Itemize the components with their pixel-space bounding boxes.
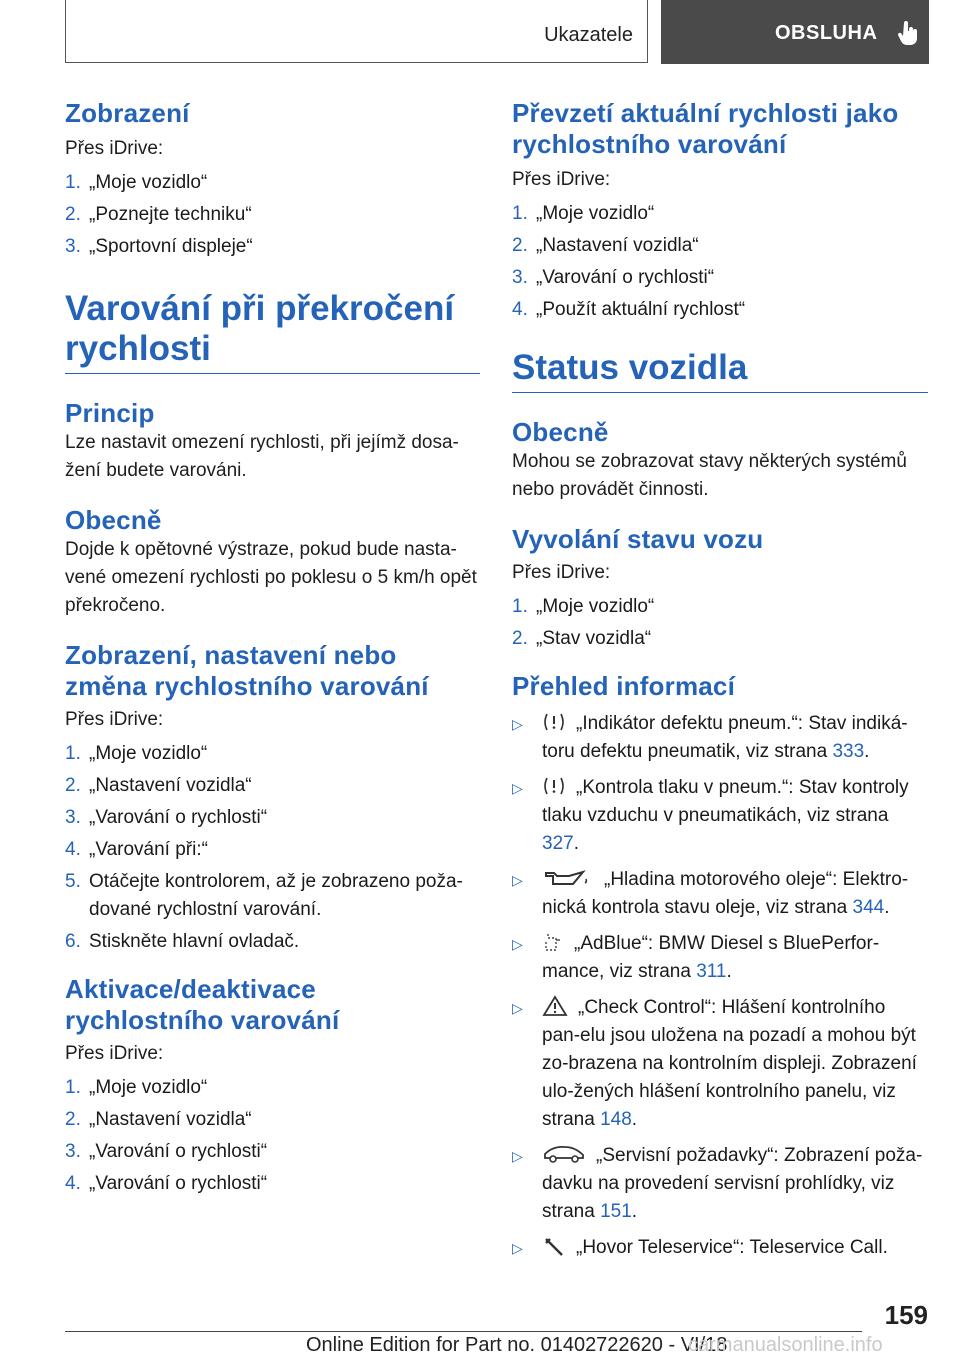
page-number: 159 bbox=[884, 1300, 928, 1330]
list-item: 5. Otáčejte kontrolorem, až je zobrazeno poža-dované rychlostní varování. bbox=[65, 871, 463, 920]
tire-pressure-icon bbox=[542, 775, 566, 797]
section-intro: Přes iDrive: bbox=[65, 709, 164, 730]
list-item: ▷ „Indikátor defektu pneum.“: Stav indiká-toru defektu pneumatik, viz strana 333. bbox=[512, 713, 908, 762]
chapter-heading: Varování při překročení rychlosti bbox=[65, 289, 480, 374]
section-heading: Zobrazení bbox=[65, 98, 190, 128]
list-item: 4. „Použít aktuální rychlost“ bbox=[512, 299, 746, 320]
step-list bbox=[65, 169, 480, 261]
list-item: ▷ „Hladina motorového oleje“: Elektro-nická kontrola stavu oleje, viz strana 344. bbox=[512, 869, 909, 918]
list-item: ▷ „Hovor Teleservice“: Teleservice Call. bbox=[512, 1237, 888, 1258]
list-item: 2. „Nastavení vozidla“ bbox=[65, 1109, 252, 1130]
page-link[interactable]: 148 bbox=[600, 1109, 632, 1130]
section-intro: Přes iDrive: bbox=[65, 138, 164, 159]
list-item: 1. „Moje vozidlo“ bbox=[65, 172, 208, 193]
section-intro: Přes iDrive: bbox=[512, 169, 611, 190]
list-item: ▷ „AdBlue“: BMW Diesel s BluePerfor-mance, viz strana 311. bbox=[512, 933, 880, 982]
list-item: ▷ „Check Control“: Hlášení kontrolního pan-elu jsou uložena na pozadí a mohou být zo-brazena na kontrolním displeji. Zobrazení ulo-žených hlášení kontrolního panelu, viz strana 148. bbox=[512, 997, 917, 1130]
section-heading: Převzetí aktuální rychlosti jako rychlostního varování bbox=[512, 98, 899, 159]
section-heading: Vyvolání stavu vozu bbox=[512, 524, 764, 554]
list-item: 2. „Nastavení vozidla“ bbox=[512, 235, 699, 256]
page-link[interactable]: 311 bbox=[696, 961, 727, 982]
list-item: 6. Stiskněte hlavní ovladač. bbox=[65, 931, 300, 952]
list-item: 3. „Varování o rychlosti“ bbox=[65, 807, 268, 828]
warning-triangle-icon bbox=[542, 995, 568, 1017]
tire-defect-icon bbox=[542, 711, 566, 733]
list-item: 2. „Stav vozidla“ bbox=[512, 628, 652, 649]
section-heading: Aktivace/deaktivace rychlostního varování bbox=[65, 974, 340, 1035]
list-item: 3. „Sportovní displeje“ bbox=[65, 236, 253, 257]
watermark: carmanualsonline.info bbox=[688, 1334, 883, 1356]
section-heading: Princip bbox=[65, 398, 155, 428]
page-header bbox=[65, 0, 929, 64]
edition-text: Online Edition for Part no. 01402722620 - VI/18 bbox=[306, 1334, 728, 1356]
page-link[interactable]: 333 bbox=[832, 741, 865, 762]
list-item: 1. „Moje vozidlo“ bbox=[65, 743, 208, 764]
list-item: ▷ „Kontrola tlaku v pneum.“: Stav kontroly tlaku vzduchu v pneumatikách, viz strana 327. bbox=[512, 777, 909, 854]
service-car-icon bbox=[542, 1143, 586, 1165]
chapter-heading: Status vozidla bbox=[512, 348, 928, 393]
list-item: 4. „Varování o rychlosti“ bbox=[65, 1173, 268, 1194]
section-heading: Obecně bbox=[512, 417, 609, 447]
section-heading: Obecně bbox=[65, 505, 162, 535]
paragraph: Dojde k opětovné výstraze, pokud bude nasta-vené omezení rychlosti po poklesu o 5 km/h opět překročeno. bbox=[65, 539, 477, 616]
list-item: 1. „Moje vozidlo“ bbox=[512, 596, 655, 617]
list-item: 1. „Moje vozidlo“ bbox=[65, 1077, 208, 1098]
section-heading: Přehled informací bbox=[512, 671, 736, 701]
left-column bbox=[65, 98, 480, 1202]
page-link[interactable]: 344 bbox=[852, 897, 885, 918]
footer-divider bbox=[65, 1331, 862, 1332]
hand-pointer-icon bbox=[897, 20, 919, 46]
list-item: 3. „Varování o rychlosti“ bbox=[512, 267, 715, 288]
chapter-tab bbox=[661, 0, 929, 64]
section-intro: Přes iDrive: bbox=[512, 562, 611, 583]
oil-can-icon bbox=[542, 867, 594, 889]
list-item: 1. „Moje vozidlo“ bbox=[512, 203, 655, 224]
right-column bbox=[512, 98, 928, 1270]
chapter-tab-label: OBSLUHA bbox=[775, 22, 878, 44]
list-item: 3. „Varování o rychlosti“ bbox=[65, 1141, 268, 1162]
step-list bbox=[65, 1074, 480, 1198]
page-link[interactable]: 151 bbox=[600, 1201, 632, 1222]
list-item: 2. „Poznejte techniku“ bbox=[65, 204, 252, 225]
step-list bbox=[512, 200, 928, 324]
section-heading: Zobrazení, nastavení nebo změna rychlostního varování bbox=[65, 640, 429, 701]
list-item: ▷ „Servisní požadavky“: Zobrazení poža-davku na provedení servisní prohlídky, viz strana 151. bbox=[512, 1145, 923, 1222]
wrench-icon bbox=[542, 1235, 566, 1257]
info-list bbox=[512, 710, 928, 1262]
step-list bbox=[512, 593, 928, 653]
list-item: 2. „Nastavení vozidla“ bbox=[65, 775, 252, 796]
section-title: Ukazatele bbox=[544, 24, 633, 46]
paragraph: Mohou se zobrazovat stavy některých systémů nebo provádět činnosti. bbox=[512, 451, 907, 500]
step-list bbox=[65, 740, 480, 956]
section-intro: Přes iDrive: bbox=[65, 1043, 164, 1064]
list-item: 4. „Varování při:“ bbox=[65, 839, 208, 860]
page-link[interactable]: 327 bbox=[542, 833, 574, 854]
paragraph: Lze nastavit omezení rychlosti, při jejímž dosa-žení budete varováni. bbox=[65, 432, 459, 481]
adblue-icon bbox=[542, 931, 564, 953]
